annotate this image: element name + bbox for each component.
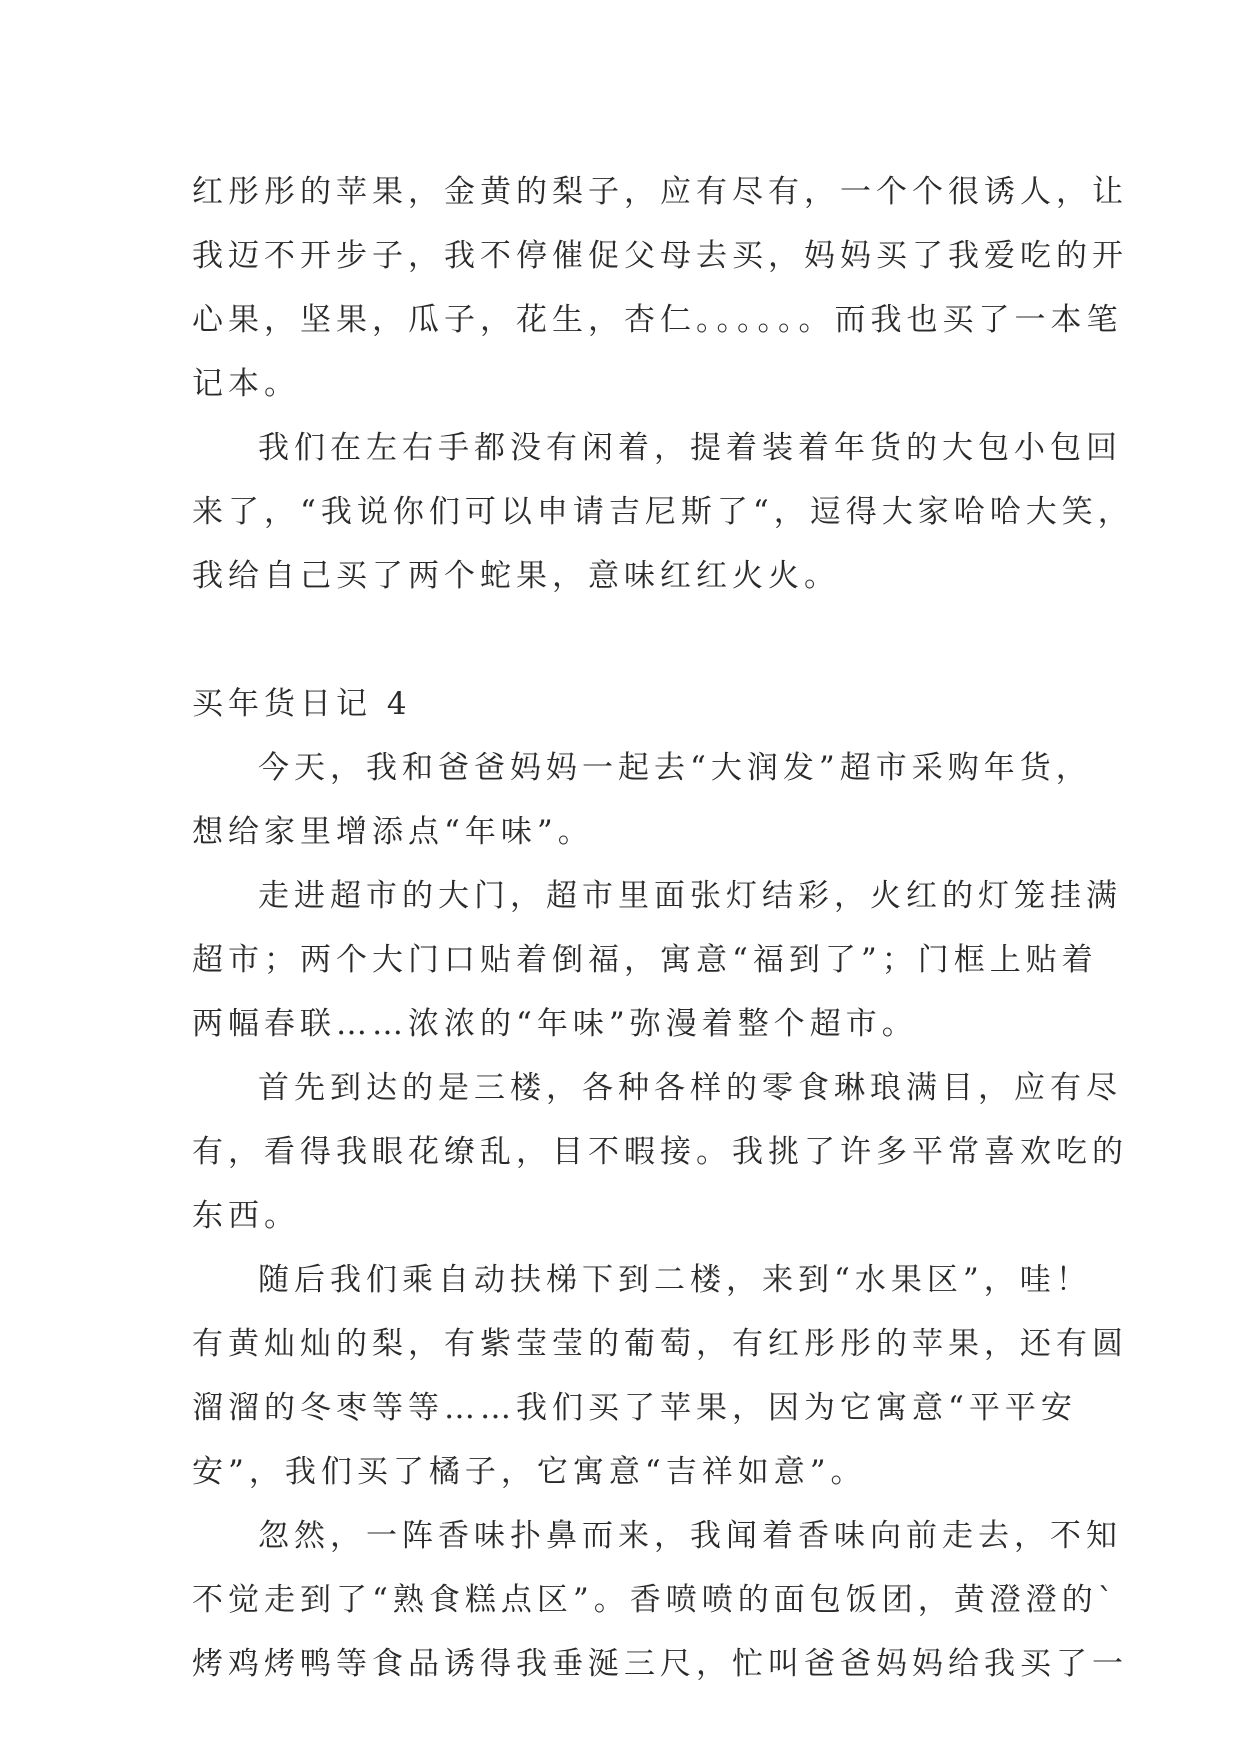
paragraph-line: 忽然，一阵香味扑鼻而来，我闻着香味向前走去，不知 bbox=[258, 1518, 1122, 1554]
paragraph-line: 超市；两个大门口贴着倒福，寓意“福到了”；门框上贴着 bbox=[192, 942, 1098, 978]
paragraph-line: 两幅春联……浓浓的“年味”弥漫着整个超市。 bbox=[192, 1006, 918, 1042]
document-body bbox=[192, 160, 1134, 1696]
paragraph-line: 来了，“我说你们可以申请吉尼斯了“，逗得大家哈哈大笑， bbox=[192, 494, 1134, 530]
paragraph-line: 随后我们乘自动扶梯下到二楼，来到“水果区”，哇！ bbox=[258, 1262, 1092, 1298]
paragraph-line: 我给自己买了两个蛇果，意味红红火火。 bbox=[192, 558, 840, 594]
paragraph-line: 不觉走到了“熟食糕点区”。香喷喷的面包饭团，黄澄澄的` bbox=[192, 1582, 1119, 1618]
paragraph-line: 想给家里增添点“年味”。 bbox=[192, 814, 594, 850]
paragraph-line: 溜溜的冬枣等等……我们买了苹果，因为它寓意“平平安 bbox=[192, 1390, 1077, 1426]
paragraph-line: 红彤彤的苹果，金黄的梨子，应有尽有，一个个很诱人，让 bbox=[192, 174, 1128, 210]
paragraph-line: 有黄灿灿的梨，有紫莹莹的葡萄，有红彤彤的苹果，还有圆 bbox=[192, 1326, 1128, 1362]
paragraph-line: 今天，我和爸爸妈妈一起去“大润发”超市采购年货， bbox=[258, 750, 1092, 786]
paragraph-line: 安”，我们买了橘子，它寓意“吉祥如意”。 bbox=[192, 1454, 867, 1490]
paragraph-line: 有，看得我眼花缭乱，目不暇接。我挑了许多平常喜欢吃的 bbox=[192, 1134, 1128, 1170]
paragraph-line: 我们在左右手都没有闲着，提着装着年货的大包小包回 bbox=[258, 430, 1122, 466]
paragraph-line: 我迈不开步子，我不停催促父母去买，妈妈买了我爱吃的开 bbox=[192, 238, 1128, 274]
paragraph-line: 东西。 bbox=[192, 1198, 300, 1234]
paragraph-line: 记本。 bbox=[192, 366, 300, 402]
paragraph-line: 走进超市的大门，超市里面张灯结彩，火红的灯笼挂满 bbox=[258, 878, 1122, 914]
section-title: 买年货日记 4 bbox=[192, 686, 412, 722]
section-gap bbox=[192, 608, 1072, 672]
paragraph-line: 首先到达的是三楼，各种各样的零食琳琅满目，应有尽 bbox=[258, 1070, 1122, 1106]
paragraph-line: 烤鸡烤鸭等食品诱得我垂涎三尺，忙叫爸爸妈妈给我买了一 bbox=[192, 1646, 1128, 1682]
paragraph-line: 心果，坚果，瓜子，花生，杏仁。。。。。。而我也买了一本笔 bbox=[192, 302, 1123, 338]
